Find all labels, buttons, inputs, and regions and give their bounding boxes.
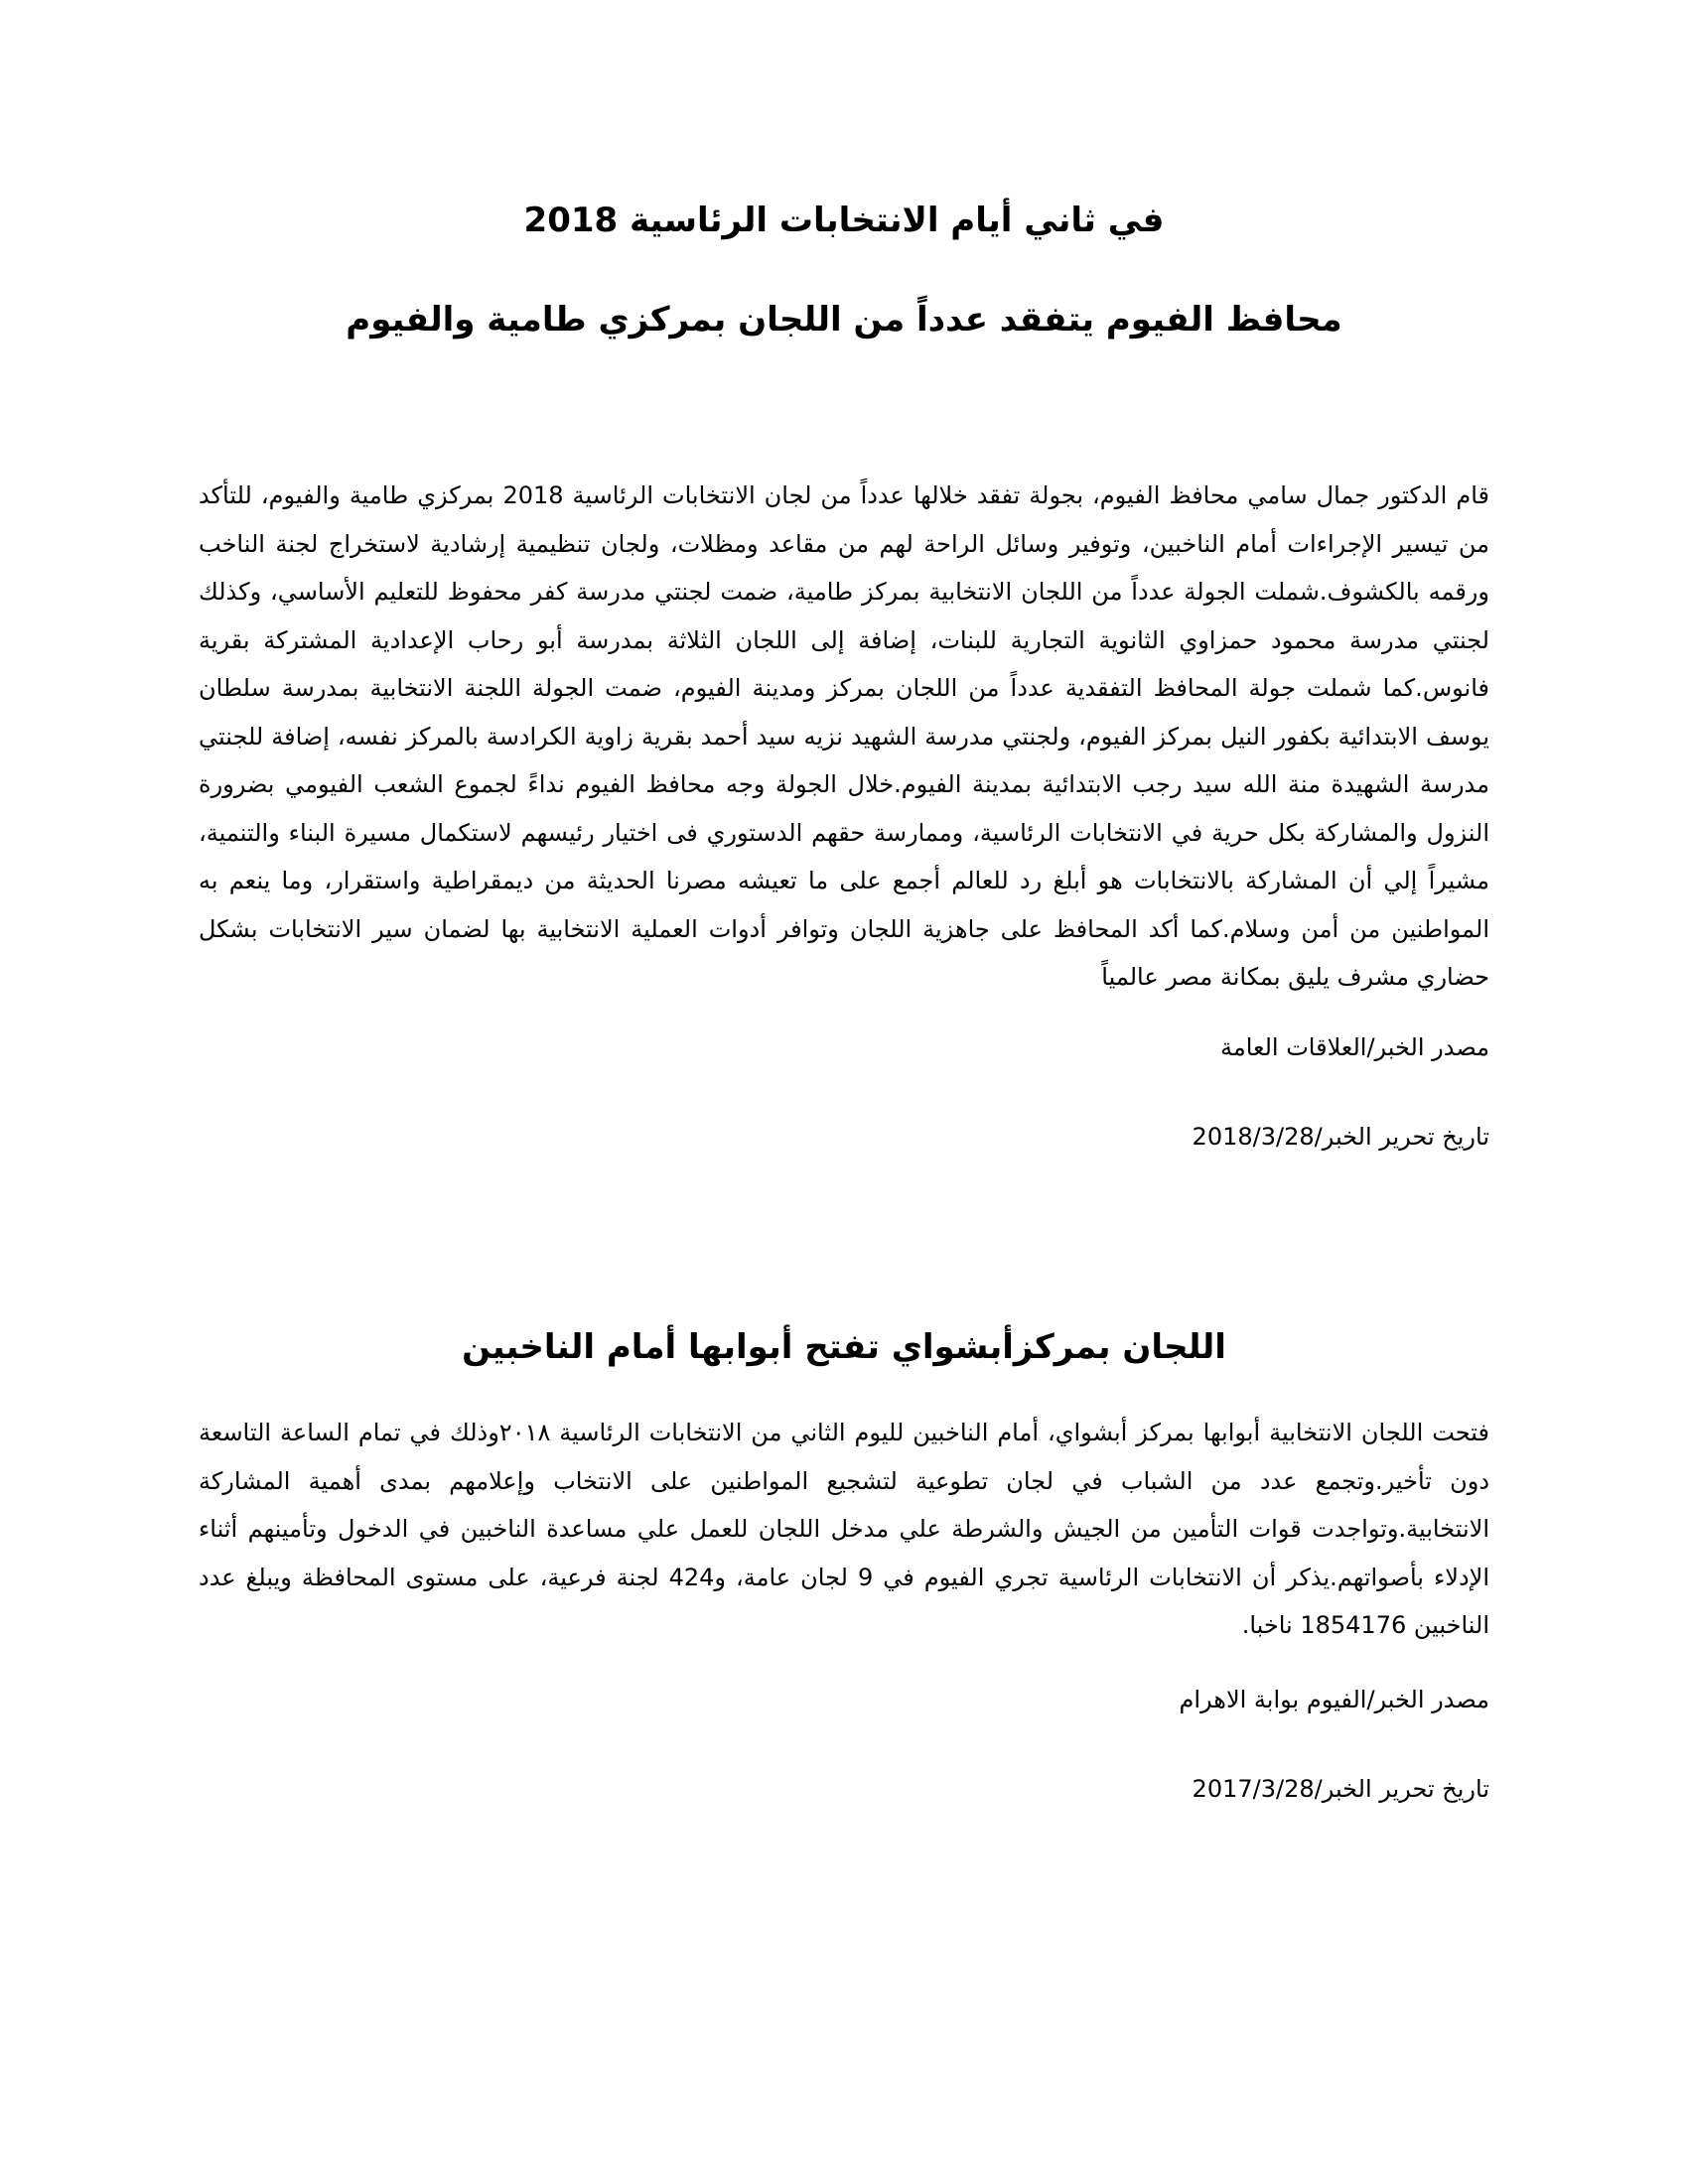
article-1 [199,472,1489,1157]
article-1-body: قام الدكتور جمال سامي محافظ الفيوم، بجولة تفقد خلالها عدداً من لجان الانتخابات الرئاسية 2018 بمركزي طامية والفيوم، للتأكد من تيسير الإجراءات أمام الناخبين، وتوفير وسائل الراحة لهم من مقاعد ومظلات، ولجان تنظيمية إرشادية لاستخراج لجنة الناخب ورقمه بالكشوف.شملت الجولة عدداً من اللجان الانتخابية بمركز طامية، ضمت لجنتي مدرسة كفر محفوظ للتعليم الأساسي، وكذلك لجنتي مدرسة محمود حمزاوي الثانوية التجارية للبنات، إضافة إلى اللجان الثلاثة بمدرسة أبو رحاب الإعدادية المشتركة بقرية فانوس.كما شملت جولة المحافظ التفقدية عدداً من اللجان بمركز ومدينة الفيوم، ضمت الجولة اللجنة الانتخابية بمدرسة سلطان يوسف الابتدائية بكفور النيل بمركز الفيوم، ولجنتي مدرسة الشهيد نزيه سيد أحمد بقرية زاوية الكرادسة بالمركز نفسه، إضافة للجنتي مدرسة الشهيدة منة الله سيد رجب الابتدائية بمدينة الفيوم.خلال الجولة وجه محافظ الفيوم نداءً لجموع الشعب الفيومي بضرورة النزول والمشاركة بكل حرية في الانتخابات الرئاسية، وممارسة حقهم الدستوري فى اختيار رئيسهم لاستكمال مسيرة البناء والتنمية، مشيراً إلي أن المشاركة بالانتخابات هو أبلغ رد للعالم أجمع على ما تعيشه مصرنا الحديثة من ديمقراطية واستقرار، وما ينعم به المواطنين من أمن وسلام.كما أكد المحافظ على جاهزية اللجان وتوافر أدوات العملية الانتخابية بها لضمان سير الانتخابات بشكل حضاري مشرف يليق بمكانة مصر عالمياً [199,481,1489,991]
article-1-date: تاريخ تحرير الخبر/2018/3/28 [1192,1122,1489,1151]
headline-line-1: في ثاني أيام الانتخابات الرئاسية 2018 [523,201,1165,240]
article-2 [199,1325,1489,1809]
headline-line-2: محافظ الفيوم يتفقد عدداً من اللجان بمركزي طامية والفيوم [346,300,1342,340]
article-2-source: مصدر الخبر/الفيوم بوابة الاهرام [1179,1685,1489,1713]
article-2-date: تاريخ تحرير الخبر/2017/3/28 [1192,1774,1489,1803]
article-2-heading: اللجان بمركزأبشواي تفتح أبوابها أمام الناخبين [462,1327,1226,1367]
article-1-source: مصدر الخبر/العلاقات العامة [1219,1032,1489,1061]
article-2-body: فتحت اللجان الانتخابية أبوابها بمركز أبشواي، أمام الناخبين لليوم الثاني من الانتخابات الرئاسية ٢٠١٨وذلك في تمام الساعة التاسعة دون تأخير.وتجمع عدد من الشباب في لجان تطوعية لتشجيع المواطنين على الانتخاب وإعلامهم بمدى أهمية المشاركة الانتخابية.وتواجدت قوات التأمين من الجيش والشرطة علي مدخل اللجان للعمل علي مساعدة الناخبين في الدخول وتأمينهم أثناء الإدلاء بأصواتهم.يذكر أن الانتخابات الرئاسية تجري الفيوم في 9 لجان عامة، و424 لجنة فرعية، على مستوى المحافظة ويبلغ عدد الناخبين 1854176 ناخبا. [199,1419,1489,1639]
